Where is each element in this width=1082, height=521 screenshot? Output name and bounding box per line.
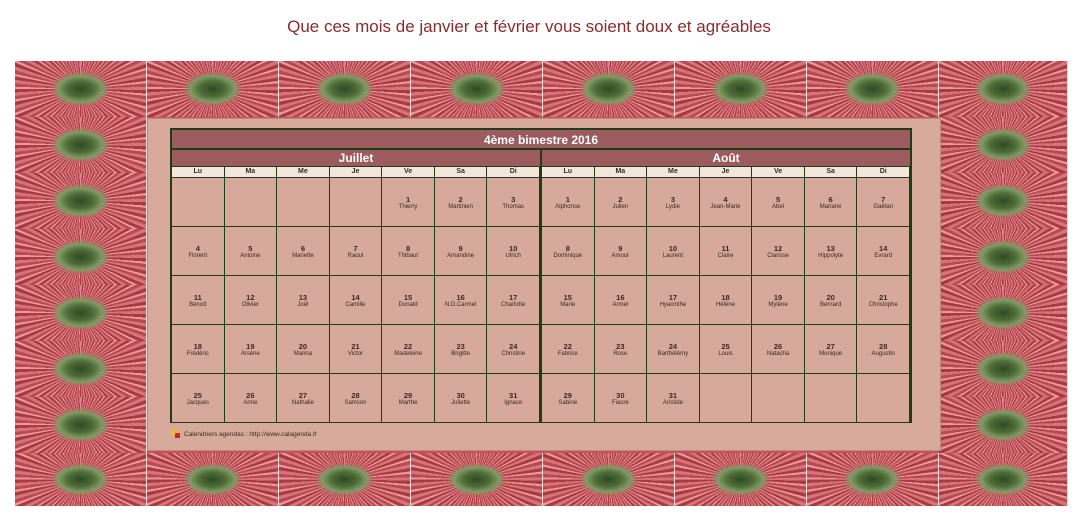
saint-name: Claire <box>717 253 734 259</box>
saint-name: Christine <box>501 351 526 357</box>
day-number: 13 <box>826 244 835 253</box>
day-cell <box>435 325 488 374</box>
saint-name: Amour <box>611 253 630 259</box>
saint-name: Anne <box>243 400 258 406</box>
saint-name: Christophe <box>868 302 898 308</box>
photo-tile <box>147 453 279 506</box>
saint-name: Armel <box>612 302 629 308</box>
day-number: 15 <box>403 293 413 302</box>
day-cell <box>752 325 805 374</box>
day-number: 18 <box>721 293 730 302</box>
day-cell <box>330 374 383 423</box>
photo-tile <box>807 453 939 506</box>
saint-name: Benoît <box>189 302 207 308</box>
photo-tile <box>543 453 675 506</box>
weekday-label: Ma <box>225 167 278 177</box>
photo-tile <box>279 453 411 506</box>
day-cell <box>595 178 648 227</box>
empty-day-cell <box>330 178 383 227</box>
day-cell <box>857 276 910 325</box>
day-number: 7 <box>881 195 886 204</box>
day-number: 11 <box>721 244 730 253</box>
day-number: 26 <box>246 391 255 400</box>
day-number: 2 <box>618 195 623 204</box>
saint-name: Alphonse <box>555 204 581 210</box>
month-name-2: Août <box>542 150 910 166</box>
day-number: 1 <box>405 195 411 204</box>
day-number: 19 <box>773 293 783 302</box>
day-cell <box>700 276 753 325</box>
saint-name: Nathalie <box>291 400 314 406</box>
saint-name: N.D.Carmel <box>444 302 477 308</box>
day-number: 16 <box>616 293 625 302</box>
photo-tile <box>15 453 147 506</box>
saint-name: Hippolyte <box>818 253 844 259</box>
day-number: 16 <box>456 293 465 302</box>
day-cell <box>225 325 278 374</box>
weekday-label: Ve <box>752 167 805 177</box>
day-number: 9 <box>458 244 463 253</box>
day-number: 27 <box>298 391 308 400</box>
weekday-label: Lu <box>542 167 595 177</box>
day-number: 20 <box>826 293 835 302</box>
day-number: 12 <box>773 244 783 253</box>
day-number: 20 <box>298 342 308 351</box>
weekday-label: Je <box>330 167 383 177</box>
day-number: 13 <box>298 293 308 302</box>
calendar-title: 4ème bimestre 2016 <box>172 130 910 150</box>
day-cell <box>857 227 910 276</box>
day-cell <box>435 374 488 423</box>
saint-name: Jacques <box>186 400 209 406</box>
day-cell <box>225 276 278 325</box>
calendar-footer <box>172 430 317 438</box>
day-number: 31 <box>668 391 678 400</box>
decorative-photo-frame <box>15 61 1068 506</box>
day-cell <box>277 374 330 423</box>
saint-name: Abel <box>772 204 785 210</box>
day-cell <box>542 276 595 325</box>
day-cell <box>647 325 700 374</box>
day-cell <box>277 325 330 374</box>
saint-name: Ulrich <box>505 253 521 259</box>
saint-name: Hélène <box>715 302 735 308</box>
day-cell <box>435 178 488 227</box>
saint-name: Monique <box>819 351 843 357</box>
day-cell <box>172 374 225 423</box>
saint-name: Martinien <box>448 204 473 210</box>
day-cell <box>805 227 858 276</box>
saint-name: Aristide <box>662 400 683 406</box>
saint-name: Dominique <box>553 253 583 259</box>
footer-credit: Calendriers agendas : http://www.calagenda.fr <box>184 430 317 438</box>
day-cell <box>542 178 595 227</box>
day-number: 4 <box>723 195 728 204</box>
saint-name: Mylène <box>768 302 788 308</box>
day-cell <box>487 227 540 276</box>
calendar-grid <box>170 128 912 423</box>
day-cell <box>647 227 700 276</box>
photo-tile <box>939 117 1068 173</box>
day-number: 8 <box>405 244 411 253</box>
day-number: 28 <box>351 391 360 400</box>
saint-name: Charlotte <box>501 302 526 308</box>
day-cell <box>172 227 225 276</box>
saint-name: Bernard <box>819 302 842 308</box>
day-number: 30 <box>456 391 465 400</box>
day-number: 5 <box>248 244 253 253</box>
day-cell <box>487 374 540 423</box>
day-cell <box>752 178 805 227</box>
saint-name: Brigitte <box>451 351 470 357</box>
day-cell <box>435 276 488 325</box>
day-number: 14 <box>351 293 360 302</box>
day-cell <box>172 325 225 374</box>
day-number: 6 <box>300 244 305 253</box>
day-cell <box>700 227 753 276</box>
day-number: 17 <box>668 293 678 302</box>
saint-name: Donald <box>398 302 418 308</box>
photo-tile <box>411 61 543 117</box>
day-number: 28 <box>879 342 888 351</box>
empty-day-cell <box>700 374 753 423</box>
photo-tile <box>675 61 807 117</box>
day-number: 21 <box>351 342 360 351</box>
weekday-label: Sa <box>805 167 858 177</box>
empty-day-cell <box>225 178 278 227</box>
day-cell <box>487 178 540 227</box>
saint-name: Clarisse <box>767 253 789 259</box>
day-number: 15 <box>563 293 572 302</box>
day-number: 8 <box>565 244 570 253</box>
day-cell <box>435 227 488 276</box>
day-cell <box>752 227 805 276</box>
saint-name: Antoine <box>240 253 261 259</box>
day-number: 24 <box>509 342 518 351</box>
day-number: 10 <box>668 244 678 253</box>
saint-name: Julien <box>612 204 629 210</box>
saint-name: Mariane <box>819 204 842 210</box>
day-cell <box>595 276 648 325</box>
day-number: 3 <box>511 195 516 204</box>
saint-name: Ignace <box>504 400 523 406</box>
photo-tile <box>939 229 1068 285</box>
saint-name: Frédéric <box>186 351 209 357</box>
photo-tile <box>15 173 147 229</box>
day-number: 23 <box>456 342 465 351</box>
day-cell <box>595 374 648 423</box>
weekday-label: Di <box>857 167 910 177</box>
day-number: 1 <box>565 195 570 204</box>
saint-name: Samson <box>344 400 367 406</box>
day-number: 4 <box>195 244 200 253</box>
day-cell <box>277 227 330 276</box>
day-cell <box>647 374 700 423</box>
empty-day-cell <box>857 374 910 423</box>
day-number: 5 <box>775 195 781 204</box>
saint-name: Fiacre <box>612 400 629 406</box>
day-cell <box>857 325 910 374</box>
photo-tile <box>15 117 147 173</box>
saint-name: Amandine <box>447 253 475 259</box>
day-cell <box>330 325 383 374</box>
saint-name: Thibaut <box>398 253 419 259</box>
day-cell <box>487 325 540 374</box>
day-cell <box>172 276 225 325</box>
weekday-label: Di <box>487 167 540 177</box>
saint-name: Augustin <box>871 351 895 357</box>
day-cell <box>382 374 435 423</box>
month-name-1: Juillet <box>172 150 540 166</box>
saint-name: Thierry <box>398 204 418 210</box>
day-cell <box>700 325 753 374</box>
day-cell <box>487 276 540 325</box>
saint-name: Joël <box>297 302 309 308</box>
day-number: 3 <box>670 195 675 204</box>
saint-name: Olivier <box>241 302 259 308</box>
day-number: 31 <box>509 391 518 400</box>
day-cell <box>382 325 435 374</box>
photo-tile <box>411 453 543 506</box>
weekday-label: Ve <box>382 167 435 177</box>
saint-name: Evrard <box>874 253 893 259</box>
day-number: 12 <box>246 293 255 302</box>
day-cell <box>382 276 435 325</box>
day-number: 10 <box>509 244 518 253</box>
day-number: 30 <box>616 391 625 400</box>
day-cell <box>225 227 278 276</box>
saint-name: Marie <box>560 302 576 308</box>
weekday-label: Lu <box>172 167 225 177</box>
photo-tile <box>15 61 147 117</box>
photo-tile <box>939 285 1068 341</box>
calagenda-logo-icon <box>172 430 180 438</box>
saint-name: Camille <box>345 302 366 308</box>
day-cell <box>805 178 858 227</box>
day-cell <box>805 276 858 325</box>
saint-name: Louis <box>718 351 733 357</box>
calendar-panel <box>147 118 941 451</box>
day-number: 17 <box>509 293 518 302</box>
day-number: 22 <box>563 342 572 351</box>
photo-tile <box>939 173 1068 229</box>
weekday-label: Sa <box>435 167 488 177</box>
saint-name: Juliette <box>451 400 471 406</box>
photo-tile <box>279 61 411 117</box>
empty-day-cell <box>805 374 858 423</box>
day-cell <box>857 178 910 227</box>
day-cell <box>752 276 805 325</box>
day-cell <box>277 276 330 325</box>
day-number: 25 <box>193 391 202 400</box>
saint-name: Sabine <box>558 400 578 406</box>
day-cell <box>542 227 595 276</box>
saint-name: Marthe <box>398 400 418 406</box>
saint-name: Mariette <box>292 253 314 259</box>
day-number: 24 <box>668 342 678 351</box>
saint-name: Florent <box>188 253 208 259</box>
weekday-label: Me <box>277 167 330 177</box>
saint-name: Victor <box>347 351 364 357</box>
saint-name: Laurent <box>662 253 684 259</box>
photo-tile <box>15 229 147 285</box>
day-cell <box>382 227 435 276</box>
saint-name: Hyacinthe <box>659 302 687 308</box>
day-number: 27 <box>826 342 835 351</box>
day-number: 6 <box>828 195 833 204</box>
day-cell <box>647 276 700 325</box>
weekday-label: Je <box>700 167 753 177</box>
day-cell <box>225 374 278 423</box>
saint-name: Marina <box>293 351 313 357</box>
day-cell <box>330 227 383 276</box>
day-cell <box>382 178 435 227</box>
day-number: 2 <box>458 195 463 204</box>
empty-day-cell <box>752 374 805 423</box>
day-number: 14 <box>879 244 888 253</box>
day-cell <box>700 178 753 227</box>
day-number: 22 <box>403 342 413 351</box>
empty-day-cell <box>277 178 330 227</box>
photo-tile <box>939 453 1068 506</box>
photo-tile <box>939 397 1068 453</box>
day-cell <box>647 178 700 227</box>
photo-tile <box>15 397 147 453</box>
day-number: 23 <box>616 342 625 351</box>
page-headline: Que ces mois de janvier et février vous soient doux et agréables <box>287 17 771 36</box>
photo-tile <box>807 61 939 117</box>
saint-name: Fabrice <box>557 351 578 357</box>
photo-tile <box>939 341 1068 397</box>
day-number: 11 <box>193 293 202 302</box>
photo-tile <box>147 61 279 117</box>
saint-name: Gaëtan <box>873 204 894 210</box>
saint-name: Arsène <box>240 351 260 357</box>
day-number: 29 <box>403 391 413 400</box>
weekday-label: Me <box>647 167 700 177</box>
day-number: 9 <box>618 244 623 253</box>
saint-name: Jean-Marie <box>710 204 741 210</box>
photo-tile <box>675 453 807 506</box>
saint-name: Lydie <box>665 204 680 210</box>
photo-tile <box>15 285 147 341</box>
empty-day-cell <box>172 178 225 227</box>
saint-name: Raoul <box>347 253 364 259</box>
day-number: 7 <box>353 244 358 253</box>
day-number: 21 <box>879 293 888 302</box>
weekday-label: Ma <box>595 167 648 177</box>
saint-name: Rose <box>613 351 628 357</box>
saint-name: Natacha <box>766 351 790 357</box>
saint-name: Thomas <box>502 204 525 210</box>
day-number: 26 <box>773 342 783 351</box>
photo-tile <box>543 61 675 117</box>
day-number: 19 <box>246 342 255 351</box>
day-cell <box>595 227 648 276</box>
day-cell <box>542 325 595 374</box>
day-cell <box>595 325 648 374</box>
saint-name: Barthélémy <box>657 351 689 357</box>
day-number: 29 <box>563 391 572 400</box>
day-cell <box>330 276 383 325</box>
day-cell <box>805 325 858 374</box>
photo-tile <box>939 61 1068 117</box>
photo-tile <box>15 341 147 397</box>
day-number: 18 <box>193 342 202 351</box>
saint-name: Madeleine <box>394 351 422 357</box>
day-cell <box>542 374 595 423</box>
day-number: 25 <box>721 342 730 351</box>
